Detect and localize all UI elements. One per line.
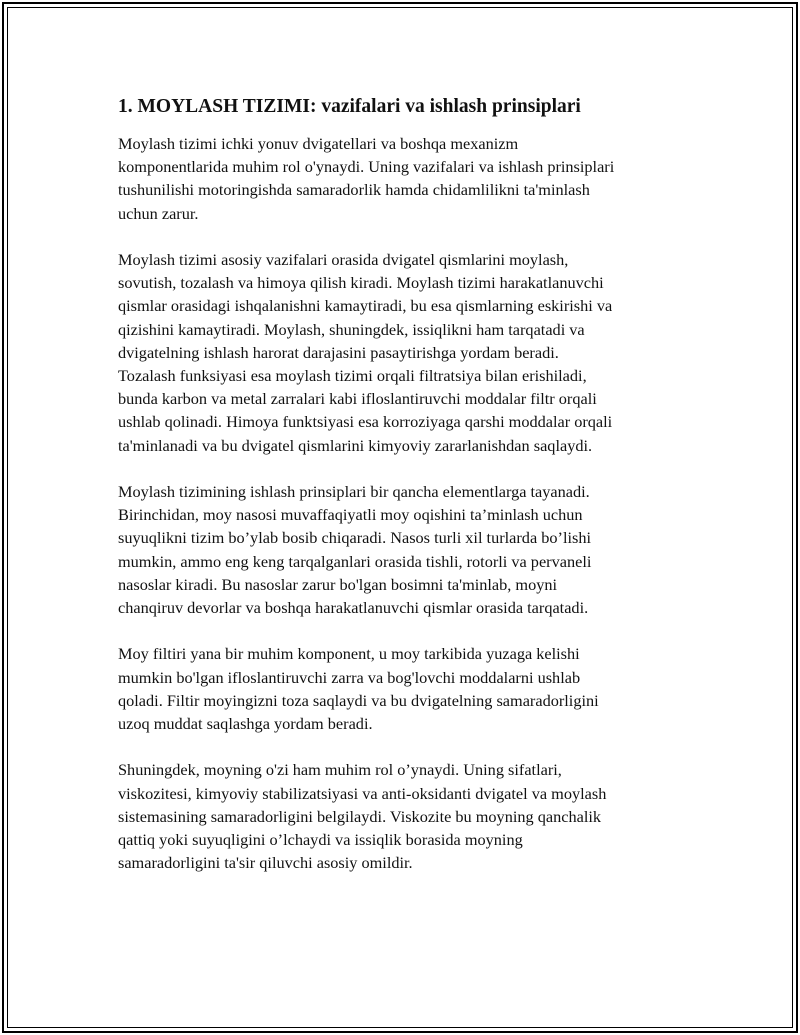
- text-line: Moylash tizimining ishlash prinsiplari bir qancha elementlarga tayanadi.: [118, 482, 590, 502]
- text-line: qattiq yoki suyuqligini o’lchaydi va issiqlik borasida moyning: [118, 830, 523, 850]
- text-line: samaradorligini ta'sir qiluvchi asosiy omildir.: [118, 853, 413, 873]
- text-line: sistemasining samaradorligini belgilaydi. Viskozite bu moyning qanchalik: [118, 806, 602, 826]
- text-line: nasoslar kiradi. Bu nasoslar zarur bo'lgan bosimni ta'minlab, moyni: [118, 574, 558, 594]
- text-line: mumkin, ammo eng keng tarqalganlari orasida tishli, rotorli va pervaneli: [118, 551, 592, 571]
- text-line: Moylash tizimi asosiy vazifalari orasida dvigatel qismlarini moylash,: [118, 250, 569, 269]
- text-line: uzoq muddat saqlashga yordam beradi.: [118, 714, 373, 734]
- text-line: qismlar orasidagi ishqalanishni kamaytiradi, bu esa qismlarning eskirishi va: [118, 296, 613, 316]
- text-line: uchun zarur.: [118, 203, 199, 223]
- paragraph-1: [118, 132, 708, 225]
- text-line: tushunilishi motoringishda samaradorlik hamda chidamlilikni ta'minlash: [118, 180, 590, 200]
- text-line: viskozitesi, kimyoviy stabilizatsiyasi va anti-oksidanti dvigatel va moylash: [118, 783, 607, 803]
- text-line: Shuningdek, moyning o'zi ham muhim rol o’ynaydi. Uning sifatlari,: [118, 760, 562, 780]
- document-body: [118, 94, 708, 898]
- text-line: Birinchidan, moy nasosi muvaffaqiyatli moy oqishini ta’minlash uchun: [118, 505, 583, 525]
- document-title: 1. MOYLASH TIZIMI: vazifalari va ishlash prinsiplari: [118, 96, 581, 117]
- text-line: Tozalash funksiyasi esa moylash tizimi orqali filtratsiya bilan erishiladi,: [118, 366, 587, 386]
- text-line: ushlab qolinadi. Himoya funktsiyasi esa korroziyaga qarshi moddalar orqali: [118, 412, 613, 432]
- paragraph-4: [118, 642, 708, 735]
- text-line: suyuqlikni tizim bo’ylab bosib chiqaradi. Nasos turli xil turlarda bo’lishi: [118, 528, 591, 548]
- text-line: chanqiruv devorlar va boshqa harakatlanuvchi qismlar orasida tarqatadi.: [118, 598, 589, 618]
- text-line: ta'minlanadi va bu dvigatel qismlarini kimyoviy zararlanishdan saqlaydi.: [118, 435, 593, 455]
- text-line: dvigatelning ishlash harorat darajasini pasaytirishga yordam beradi.: [118, 342, 559, 362]
- text-line: Moy filtiri yana bir muhim komponent, u moy tarkibida yuzaga kelishi: [118, 644, 580, 664]
- text-line: bunda karbon va metal zarralari kabi ifloslantiruvchi moddalar filtr orqali: [118, 389, 597, 409]
- text-line: komponentlarida muhim rol o'ynaydi. Uning vazifalari va ishlash prinsiplari: [118, 157, 615, 177]
- text-line: sovutish, tozalash va himoya qilish kiradi. Moylash tizimi harakatlanuvchi: [118, 273, 604, 293]
- paragraph-5: [118, 758, 708, 874]
- text-line: mumkin bo'lgan ifloslantiruvchi zarra va bog'lovchi moddalarni ushlab: [118, 667, 581, 687]
- text-line: qoladi. Filtir moyingizni toza saqlaydi va bu dvigatelning samaradorligini: [118, 690, 599, 710]
- paragraph-2: [118, 248, 708, 457]
- text-line: Moylash tizimi ichki yonuv dvigatellari va boshqa mexanizm: [118, 134, 519, 153]
- paragraph-3: [118, 480, 708, 619]
- text-line: qizishini kamaytiradi. Moylash, shuningdek, issiqlikni ham tarqatadi va: [118, 319, 585, 339]
